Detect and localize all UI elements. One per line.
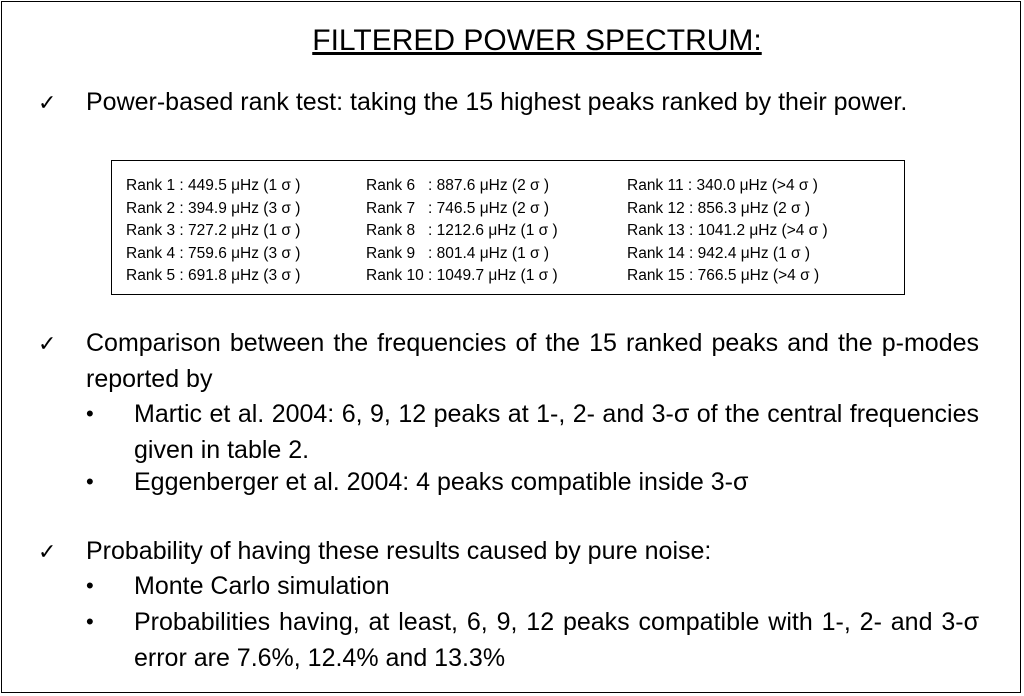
bullet-icon: • bbox=[86, 401, 94, 426]
rank-entry: Rank 4 : 759.6 μHz (3 σ ) bbox=[126, 244, 301, 262]
slide-title: FILTERED POWER SPECTRUM: bbox=[312, 24, 762, 57]
bullet-icon: • bbox=[86, 469, 94, 494]
rank-entry: Rank 6 : 887.6 μHz (2 σ ) bbox=[366, 177, 550, 194]
rank-entry: Rank 3 : 727.2 μHz (1 σ ) bbox=[126, 222, 301, 239]
rank-entry: Rank 7 : 746.5 μHz (2 σ ) bbox=[366, 199, 550, 217]
rank-entry: Rank 8 : 1212.6 μHz (1 σ ) bbox=[366, 222, 558, 239]
rank-table bbox=[111, 160, 905, 295]
section2-bullet-1: Martic et al. 2004: 6, 9, 12 peaks at 1-, 2- and 3-σ of the central frequencies given in table 2. bbox=[134, 400, 979, 464]
section2-text: Comparison between the frequencies of the 15 ranked peaks and the p-modes reported by bbox=[86, 329, 979, 393]
rank-entry: Rank 14 : 942.4 μHz (1 σ ) bbox=[627, 244, 811, 262]
section3-bullet-1: Monte Carlo simulation bbox=[134, 572, 390, 600]
bullet-icon: • bbox=[86, 609, 94, 634]
rank-entry: Rank 2 : 394.9 μHz (3 σ ) bbox=[126, 199, 301, 217]
checkmark-icon: ✓ bbox=[38, 90, 57, 115]
rank-entry: Rank 15 : 766.5 μHz (>4 σ ) bbox=[627, 267, 820, 284]
section3-text: Probability of having these results caused by pure noise: bbox=[86, 537, 712, 565]
rank-entry: Rank 12 : 856.3 μHz (2 σ ) bbox=[627, 199, 811, 217]
bullet-icon: • bbox=[86, 573, 94, 598]
section1-text: Power-based rank test: taking the 15 highest peaks ranked by their power. bbox=[86, 88, 908, 116]
rank-column-2 bbox=[366, 175, 558, 288]
rank-column-1 bbox=[126, 175, 300, 288]
rank-column-3 bbox=[627, 175, 828, 288]
rank-entry: Rank 10 : 1049.7 μHz (1 σ ) bbox=[366, 267, 558, 284]
checkmark-icon: ✓ bbox=[38, 539, 57, 564]
rank-entry: Rank 13 : 1041.2 μHz (>4 σ ) bbox=[627, 222, 828, 239]
section2-bullet-2: Eggenberger et al. 2004: 4 peaks compatible inside 3-σ bbox=[134, 468, 749, 496]
rank-entry: Rank 9 : 801.4 μHz (1 σ ) bbox=[366, 244, 550, 262]
rank-entry: Rank 11 : 340.0 μHz (>4 σ ) bbox=[627, 177, 818, 194]
rank-entry: Rank 1 : 449.5 μHz (1 σ ) bbox=[126, 177, 301, 194]
section3-bullet-2: Probabilities having, at least, 6, 9, 12 peaks compatible with 1-, 2- and 3-σ error are 7.6%, 12.4% and 13.3% bbox=[134, 608, 979, 672]
checkmark-icon: ✓ bbox=[38, 331, 57, 356]
rank-entry: Rank 5 : 691.8 μHz (3 σ ) bbox=[126, 267, 301, 284]
